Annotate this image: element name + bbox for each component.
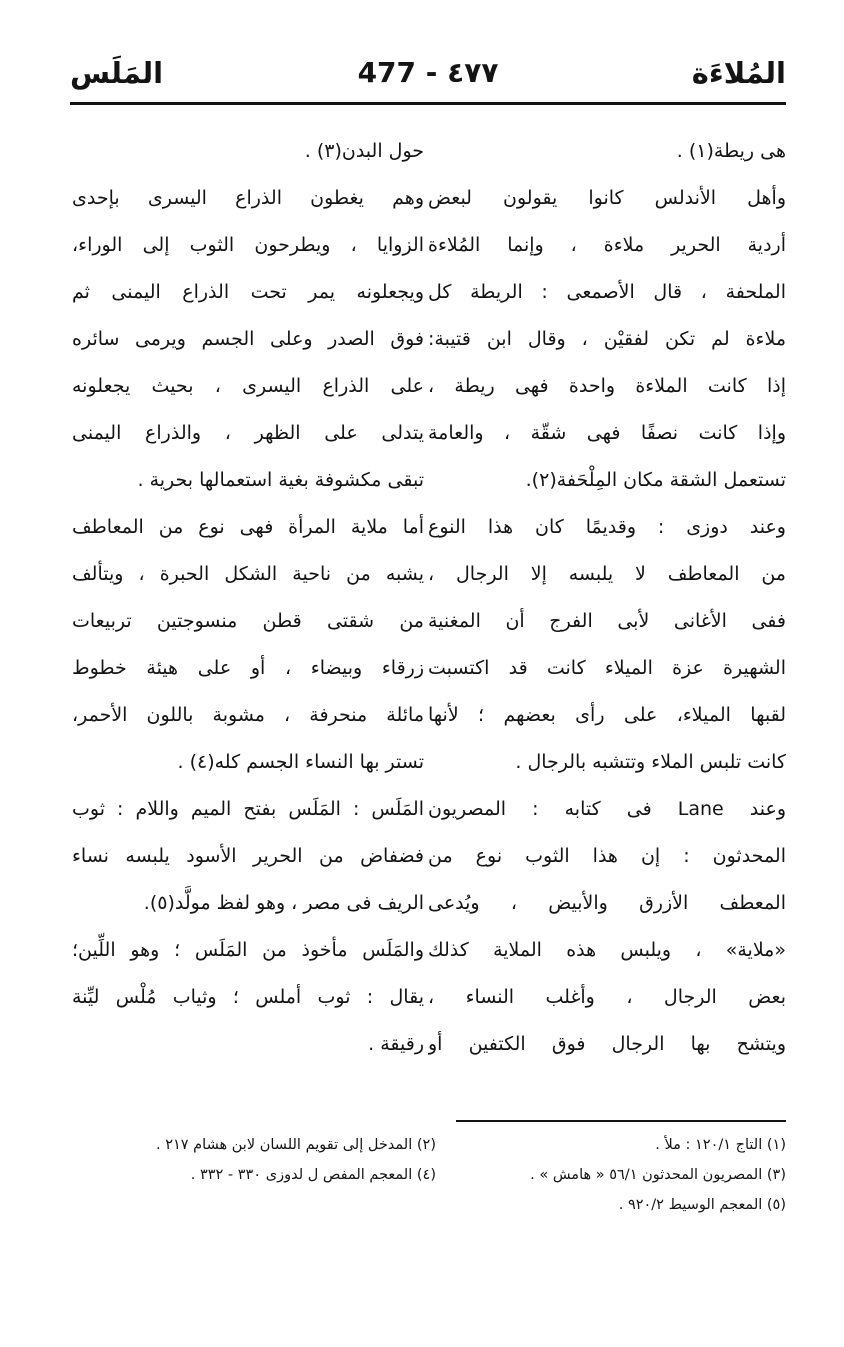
footnote-row: [100, 1160, 786, 1190]
text-line: وعند دوزى : وقديمًا كان هذا النوع: [428, 516, 786, 538]
text-line: المَلَس : المَلَس بفتح الميم واللام : ثوب: [72, 798, 424, 820]
text-line: إذا كانت الملاءة واحدة فهى ريطة ،: [428, 375, 786, 397]
text-line: يقال : ثوب أملس ؛ وثياب مُلْس ليِّنة: [72, 986, 424, 1008]
text-line: أما ملاية المرأة فهى نوع من المعاطف: [72, 516, 424, 538]
text-line: مائلة منحرفة ، مشوبة باللون الأحمر،: [72, 704, 424, 726]
text-line: هى ريطة(١) .: [676, 140, 786, 162]
footnote-row: [100, 1130, 786, 1160]
footnotes: [100, 1130, 786, 1220]
text-line: يشبه من ناحية الشكل الحبرة ، ويتألف: [72, 563, 424, 585]
text-line: الريف فى مصر ، وهو لفظ مولَّد(٥).: [143, 892, 424, 914]
text-line: ملاءة لم تكن لفقيْن ، وقال ابن قتيبة:: [428, 328, 786, 350]
text-line: بعض الرجال ، وأغلب النساء ،: [428, 986, 786, 1008]
text-line: يتدلى على الظهر ، والذراع اليمنى: [72, 422, 424, 444]
header-entry-left: المَلَس: [70, 56, 164, 90]
header-entry-right: المُلاءَة: [691, 56, 786, 90]
text-line: على الذراع اليسرى ، بحيث يجعلونه: [72, 375, 424, 397]
text-line: من المعاطف لا يلبسه إلا الرجال ،: [428, 563, 786, 585]
text-line: فضفاض من الحرير الأسود يلبسه نساء: [72, 845, 424, 867]
text-line: ففى الأغانى لأبى الفرج أن المغنية: [428, 610, 786, 632]
text-line: الزوايا ، ويطرحون الثوب إلى الوراء،: [72, 234, 424, 256]
page-header: [70, 48, 786, 106]
footnote-3: (٣) المصريون المحدثون ٥٦/١ « هامش » .: [530, 1167, 786, 1183]
text-line: المعطف الأزرق والأبيض ، ويُدعى: [428, 892, 786, 914]
text-line: أردية الحرير ملاءة ، وإنما المُلاءة: [428, 234, 786, 256]
text-line: وعند Lane فى كتابه : المصريون: [428, 798, 786, 820]
text-line: وإذا كانت نصفًا فهى شقّة ، والعامة: [428, 422, 786, 444]
text-line: لقبها الميلاء، على رأى بعضهم ؛ لأنها: [428, 704, 786, 726]
text-line: زرقاء وبيضاء ، أو على هيئة خطوط: [72, 657, 424, 679]
text-line: رقيقة .: [368, 1033, 424, 1055]
footnote-4: (٤) المعجم المفص ل لدوزى ٣٣٠ - ٣٣٢ .: [190, 1167, 436, 1183]
footnote-2: (٢) المدخل إلى تقويم اللسان لابن هشام ٢١٧ .: [155, 1137, 436, 1153]
text-line: فوق الصدر وعلى الجسم ويرمى سائره: [72, 328, 424, 350]
text-line: تستعمل الشقة مكان المِلْحَفة(٢).: [525, 469, 786, 491]
header-rule: [70, 102, 786, 105]
text-line: ويجعلونه يمر تحت الذراع اليمنى ثم: [72, 281, 424, 303]
text-line: «ملاية» ، ويلبس هذه الملاية كذلك: [428, 939, 786, 961]
footnote-1: (١) التاج ١٢٠/١ : ملأ .: [655, 1137, 786, 1153]
footnote-5: (٥) المعجم الوسيط ٩٢٠/٢ .: [618, 1197, 786, 1213]
left-column: [72, 128, 424, 1068]
text-line: تبقى مكشوفة بغية استعمالها بحرية .: [137, 469, 424, 491]
text-line: ويتشح بها الرجال فوق الكتفين أو: [428, 1033, 786, 1055]
footnote-rule: [456, 1120, 786, 1122]
text-line: الشهيرة عزة الميلاء كانت قد اكتسبت: [428, 657, 786, 679]
text-line: كانت تلبس الملاء وتتشبه بالرجال .: [515, 751, 786, 773]
text-line: وأهل الأندلس كانوا يقولون لبعض: [428, 187, 786, 209]
text-line: من شقتى قطن منسوجتين تربيعات: [72, 610, 424, 632]
footnote-row: [100, 1190, 786, 1220]
text-line: الملحفة ، قال الأصمعى : الريطة كل: [428, 281, 786, 303]
right-column: [428, 128, 786, 1068]
text-line: المحدثون : إن هذا الثوب نوع من: [428, 845, 786, 867]
text-line: والمَلَس مأخوذ من المَلَس ؛ وهو اللِّين؛: [72, 939, 424, 961]
text-line: وهم يغطون الذراع اليسرى بإحدى: [72, 187, 424, 209]
text-line: حول البدن(٣) .: [304, 140, 424, 162]
page-number: 477 - ٤٧٧: [357, 56, 499, 89]
text-line: تستر بها النساء الجسم كله(٤) .: [177, 751, 424, 773]
